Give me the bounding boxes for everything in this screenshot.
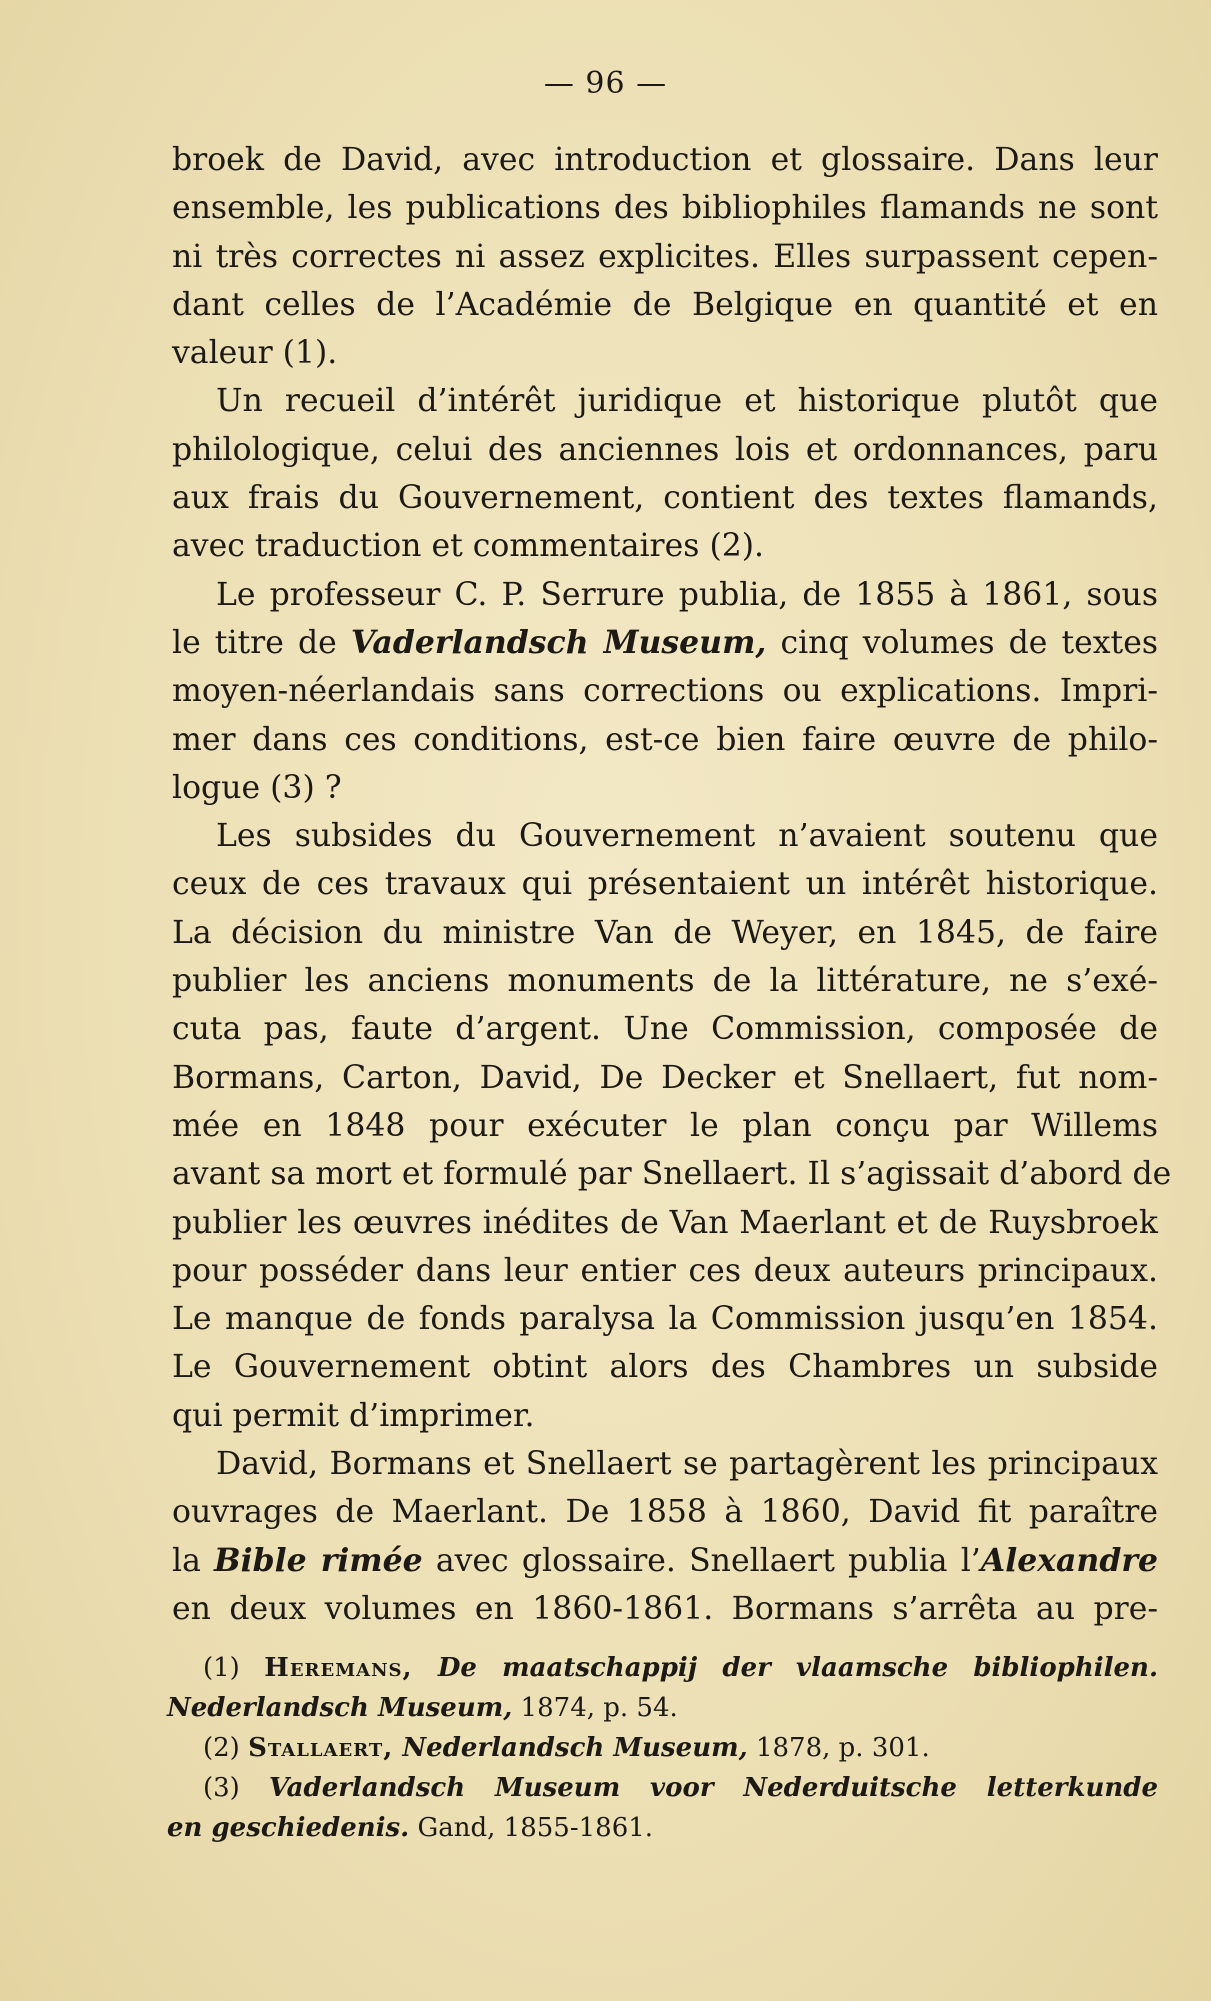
footnote-ref: Gand, 1855-1861. — [409, 1813, 654, 1843]
text-line: David, Bormans et Snellaert se partagèrent les principaux — [216, 1446, 1158, 1483]
footnote-ref: 1874, p. 54. — [512, 1693, 678, 1723]
footnote-3-continued — [167, 1808, 1158, 1848]
text-fragment: cinq volumes de textes — [766, 624, 1159, 661]
page-number: — 96 — — [543, 66, 668, 101]
text-fragment: avec glossaire. Snellaert publia l’ — [422, 1542, 981, 1579]
text-line: ensemble, les publications des bibliophiles flamands ne sont — [172, 190, 1158, 227]
text-line: logue (3) ? — [172, 769, 342, 806]
text-line: mer dans ces conditions, est-ce bien faire œuvre de philo- — [172, 721, 1158, 758]
italic-title: Bible rimée — [214, 1541, 423, 1579]
text-line: Le Gouvernement obtint alors des Chambres un subside — [172, 1349, 1158, 1386]
text-line: dant celles de l’Académie de Belgique en quantité et en — [172, 286, 1158, 323]
footnote-title: Vaderlandsch Museum voor Nederduitsche letterkunde — [268, 1773, 1159, 1803]
text-line — [172, 1537, 1158, 1585]
footnote-marker: (3) — [203, 1773, 269, 1803]
text-line — [172, 619, 1158, 667]
text-line: Le professeur C. P. Serrure publia, de 1855 à 1861, sous — [216, 576, 1158, 613]
footnote-title: Nederlandsch Museum, — [393, 1733, 748, 1763]
footnote-marker: (2) — [203, 1733, 249, 1763]
text-line: aux frais du Gouvernement, contient des textes flamands, — [172, 480, 1158, 517]
text-line: Le manque de fonds paralysa la Commission jusqu’en 1854. — [172, 1301, 1158, 1338]
text-line: philologique, celui des anciennes lois et ordonnances, paru — [172, 431, 1158, 468]
text-line: qui permit d’imprimer. — [172, 1397, 535, 1434]
footnote-1-continued — [167, 1688, 1158, 1728]
text-line: publier les œuvres inédites de Van Maerlant et de Ruysbroek — [172, 1204, 1158, 1241]
text-fragment: la — [172, 1542, 214, 1579]
footnote-title: Nederlandsch Museum, — [167, 1693, 513, 1723]
text-fragment: le titre de — [172, 624, 351, 661]
footnote-3 — [167, 1768, 1158, 1808]
text-line: Bormans, Carton, David, De Decker et Snellaert, fut nom- — [172, 1059, 1158, 1096]
footnote-author: Stallaert, — [248, 1733, 394, 1763]
footnotes — [167, 1648, 1158, 1848]
body-text — [172, 136, 1172, 1633]
text-line: broek de David, avec introduction et glossaire. Dans leur — [172, 142, 1158, 178]
text-line: mée en 1848 pour exécuter le plan conçu par Willems — [172, 1107, 1158, 1144]
text-line: Un recueil d’intérêt juridique et historique plutôt que — [216, 383, 1158, 420]
text-line: valeur (1). — [172, 335, 338, 372]
footnote-ref: 1878, p. 301. — [747, 1733, 930, 1763]
footnote-2 — [167, 1728, 1158, 1768]
text-line: publier les anciens monuments de la littérature, ne s’exé- — [172, 963, 1158, 1000]
footnote-marker: (1) — [203, 1653, 265, 1683]
footnote-title: De maatschappij der vlaamsche bibliophilen. — [412, 1653, 1158, 1683]
text-line: ni très correctes ni assez explicites. Elles surpassent cepen- — [172, 238, 1158, 275]
text-line: en deux volumes en 1860-1861. Bormans s’arrêta au pre- — [172, 1590, 1158, 1627]
text-line: ouvrages de Maerlant. De 1858 à 1860, David fit paraître — [172, 1494, 1158, 1531]
footnote-author: Heremans, — [264, 1653, 413, 1683]
text-line: avec traduction et commentaires (2). — [172, 528, 765, 565]
text-line: pour posséder dans leur entier ces deux auteurs principaux. — [172, 1252, 1158, 1289]
footnote-1 — [167, 1648, 1158, 1688]
text-line: avant sa mort et formulé par Snellaert. Il s’agissait d’abord de — [172, 1156, 1172, 1193]
text-line: ceux de ces travaux qui présentaient un intérêt historique. — [172, 866, 1158, 903]
text-line: cuta pas, faute d’argent. Une Commission, composée de — [172, 1011, 1158, 1048]
text-line: moyen-néerlandais sans corrections ou explications. Impri- — [172, 673, 1158, 710]
text-line: La décision du ministre Van de Weyer, en 1845, de faire — [172, 914, 1158, 951]
italic-title: Vaderlandsch Museum, — [350, 623, 767, 661]
italic-title: Alexandre — [980, 1541, 1158, 1579]
footnote-title: en geschiedenis. — [167, 1813, 410, 1843]
text-line: Les subsides du Gouvernement n’avaient soutenu que — [216, 818, 1158, 855]
